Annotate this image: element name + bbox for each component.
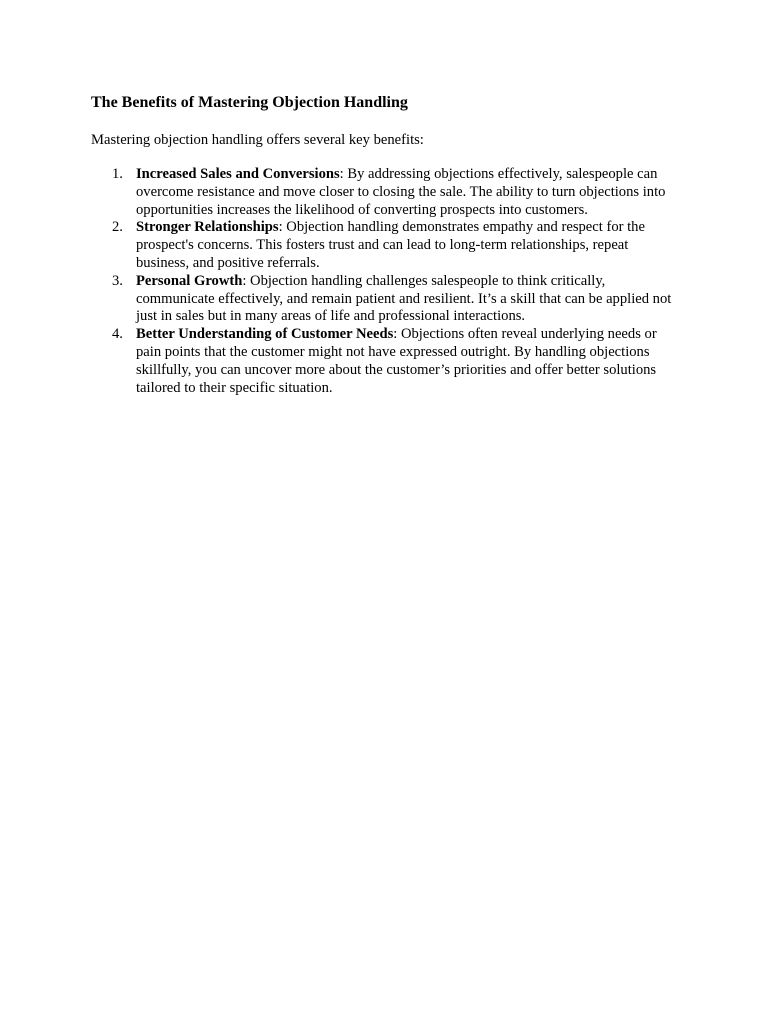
list-item <box>91 326 681 397</box>
list-item-term: Personal Growth <box>136 272 243 289</box>
intro-paragraph: Mastering objection handling offers several key benefits: <box>91 132 424 148</box>
list-item <box>91 219 681 272</box>
list-item-text: : Objections often reveal underlying needs or pain points that the customer might not have expressed outright. By handling objections skillfully, you can uncover more about the customer’s priorities and offer better solutions tailored to their specific situation. <box>136 326 657 396</box>
list-item-text: : Objection handling challenges salespeople to think critically, communicate effectively, and remain patient and resilient. It’s a skill that can be applied not just in sales but in many areas of life and professional interactions. <box>136 272 672 325</box>
list-item-term: Increased Sales and Conversions <box>136 166 340 182</box>
list-item-number: 2. <box>112 219 123 236</box>
list-item <box>91 166 681 219</box>
list-item-number: 1. <box>112 166 123 182</box>
list-item-number: 4. <box>112 326 123 343</box>
list-item-term: Better Understanding of Customer Needs <box>136 326 394 343</box>
document-title: The Benefits of Mastering Objection Handling <box>91 94 408 111</box>
list-item-text: : By addressing objections effectively, salespeople can overcome resistance and move closer to closing the sale. The ability to turn objections into opportunities increases the likelihood of converting prospects into customers. <box>136 166 666 218</box>
list-item-text: : Objection handling demonstrates empathy and respect for the prospect's concerns. This fosters trust and can lead to long-term relationships, repeat business, and positive referrals. <box>136 219 645 271</box>
list-item-term: Stronger Relationships <box>136 219 279 236</box>
list-item <box>91 273 681 326</box>
document-body <box>91 92 681 397</box>
benefits-list <box>91 166 681 397</box>
list-item-number: 3. <box>112 272 123 289</box>
